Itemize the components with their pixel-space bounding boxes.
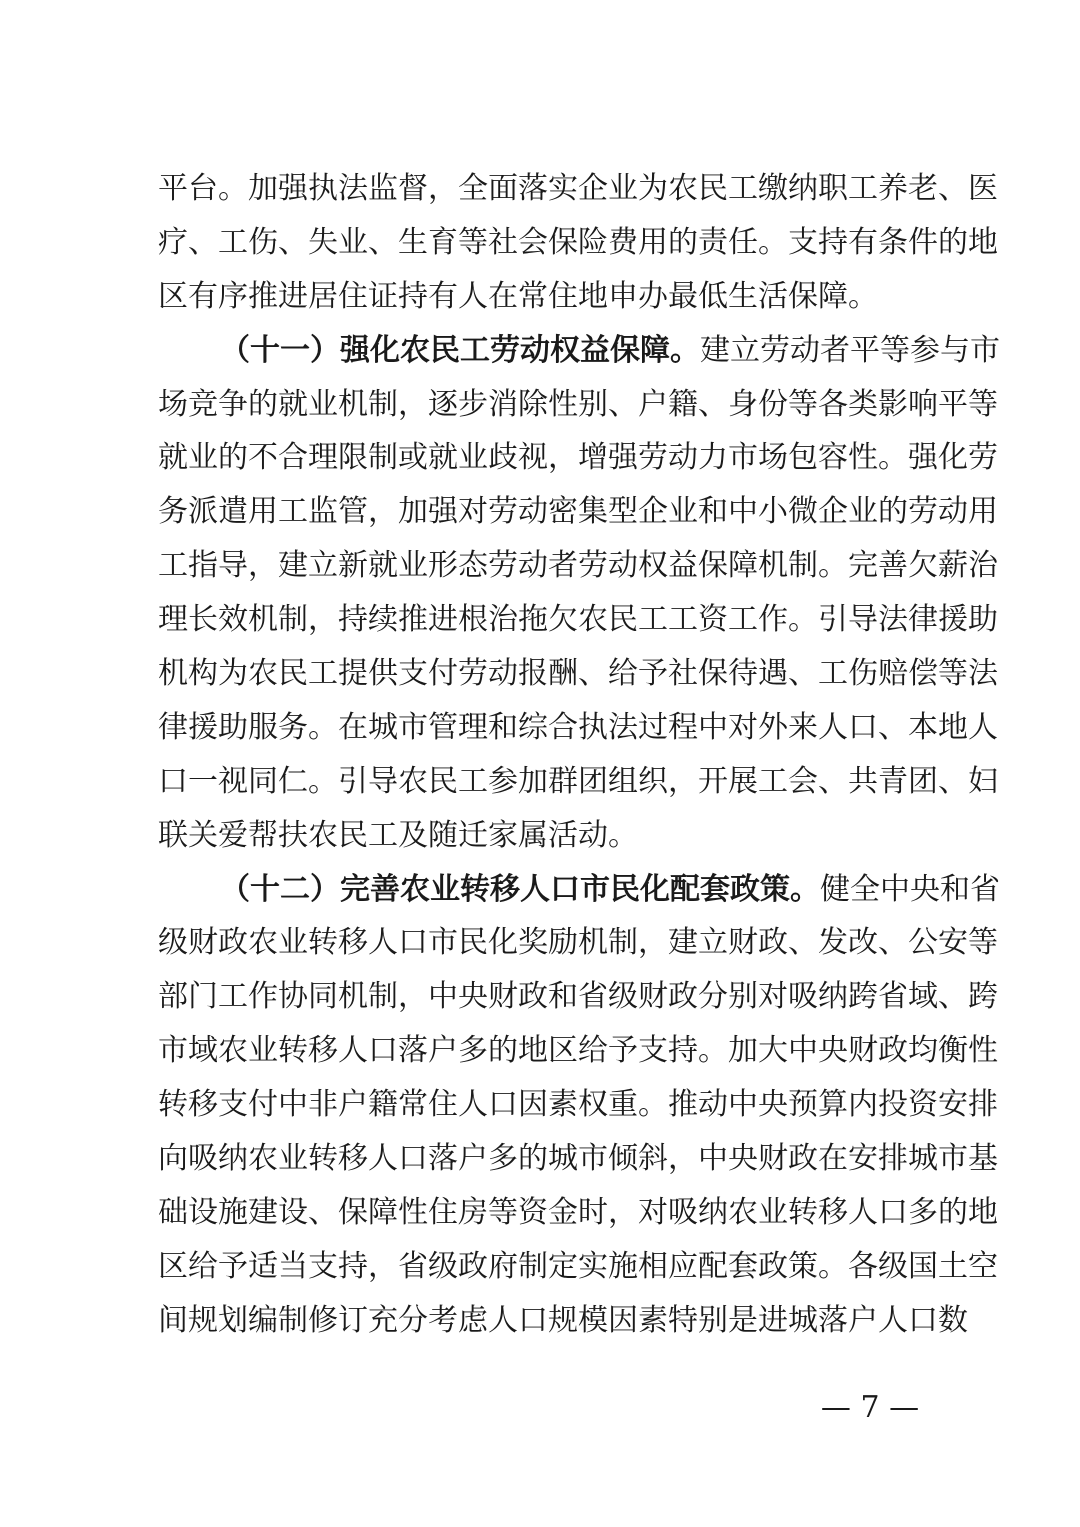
text-line: 工指导，建立新就业形态劳动者劳动权益保障机制。完善欠薪治	[158, 548, 998, 584]
text-line: 市域农业转移人口落户多的地区给予支持。加大中央财政均衡性	[158, 1033, 998, 1069]
text-line: 向吸纳农业转移人口落户多的城市倾斜，中央财政在安排城市基	[158, 1141, 998, 1177]
text-run: 建立劳动者平等参与市	[700, 332, 1000, 368]
text-line: 转移支付中非户籍常住人口因素权重。推动中央预算内投资安排	[158, 1087, 998, 1123]
text-line: 础设施建设、保障性住房等资金时，对吸纳农业转移人口多的地	[158, 1194, 998, 1230]
text-line: 平台。加强执法监督，全面落实企业为农民工缴纳职工养老、医	[158, 171, 998, 206]
page-number: — 7 —	[820, 1390, 920, 1425]
text-line: 口一视同仁。引导农民工参加群团组织，开展工会、共青团、妇	[158, 763, 998, 799]
text-line: 场竞争的就业机制，逐步消除性别、户籍、身份等各类影响平等	[158, 386, 998, 422]
text-line: 疗、工伤、失业、生育等社会保险费用的责任。支持有条件的地	[158, 224, 998, 260]
text-line: 务派遣用工监管，加强对劳动密集型企业和中小微企业的劳动用	[158, 494, 998, 530]
text-run: 健全中央和省	[820, 871, 1000, 907]
section-heading: （十二）完善农业转移人口市民化配套政策。	[220, 871, 820, 907]
text-line: 部门工作协同机制，中央财政和省级财政分别对吸纳跨省域、跨	[158, 979, 998, 1015]
text-line: 机构为农民工提供支付劳动报酬、给予社保待遇、工伤赔偿等法	[158, 656, 998, 692]
text-line: 区有序推进居住证持有人在常住地申办最低生活保障。	[158, 278, 878, 314]
text-line: 间规划编制修订充分考虑人口规模因素特别是进城落户人口数	[158, 1302, 968, 1338]
paragraph-first-line	[158, 324, 1000, 378]
text-line: 就业的不合理限制或就业歧视，增强劳动力市场包容性。强化劳	[158, 440, 998, 476]
text-line: 律援助服务。在城市管理和综合执法过程中对外来人口、本地人	[158, 709, 998, 745]
section-heading: （十一）强化农民工劳动权益保障。	[220, 332, 700, 368]
body-text	[158, 162, 1000, 1348]
text-line: 区给予适当支持，省级政府制定实施相应配套政策。各级国土空	[158, 1248, 998, 1284]
text-line: 联关爱帮扶农民工及随迁家属活动。	[158, 817, 638, 853]
text-line: 理长效机制，持续推进根治拖欠农民工工资工作。引导法律援助	[158, 602, 998, 638]
paragraph-first-line	[158, 863, 1000, 917]
text-line: 级财政农业转移人口市民化奖励机制，建立财政、发改、公安等	[158, 925, 998, 961]
